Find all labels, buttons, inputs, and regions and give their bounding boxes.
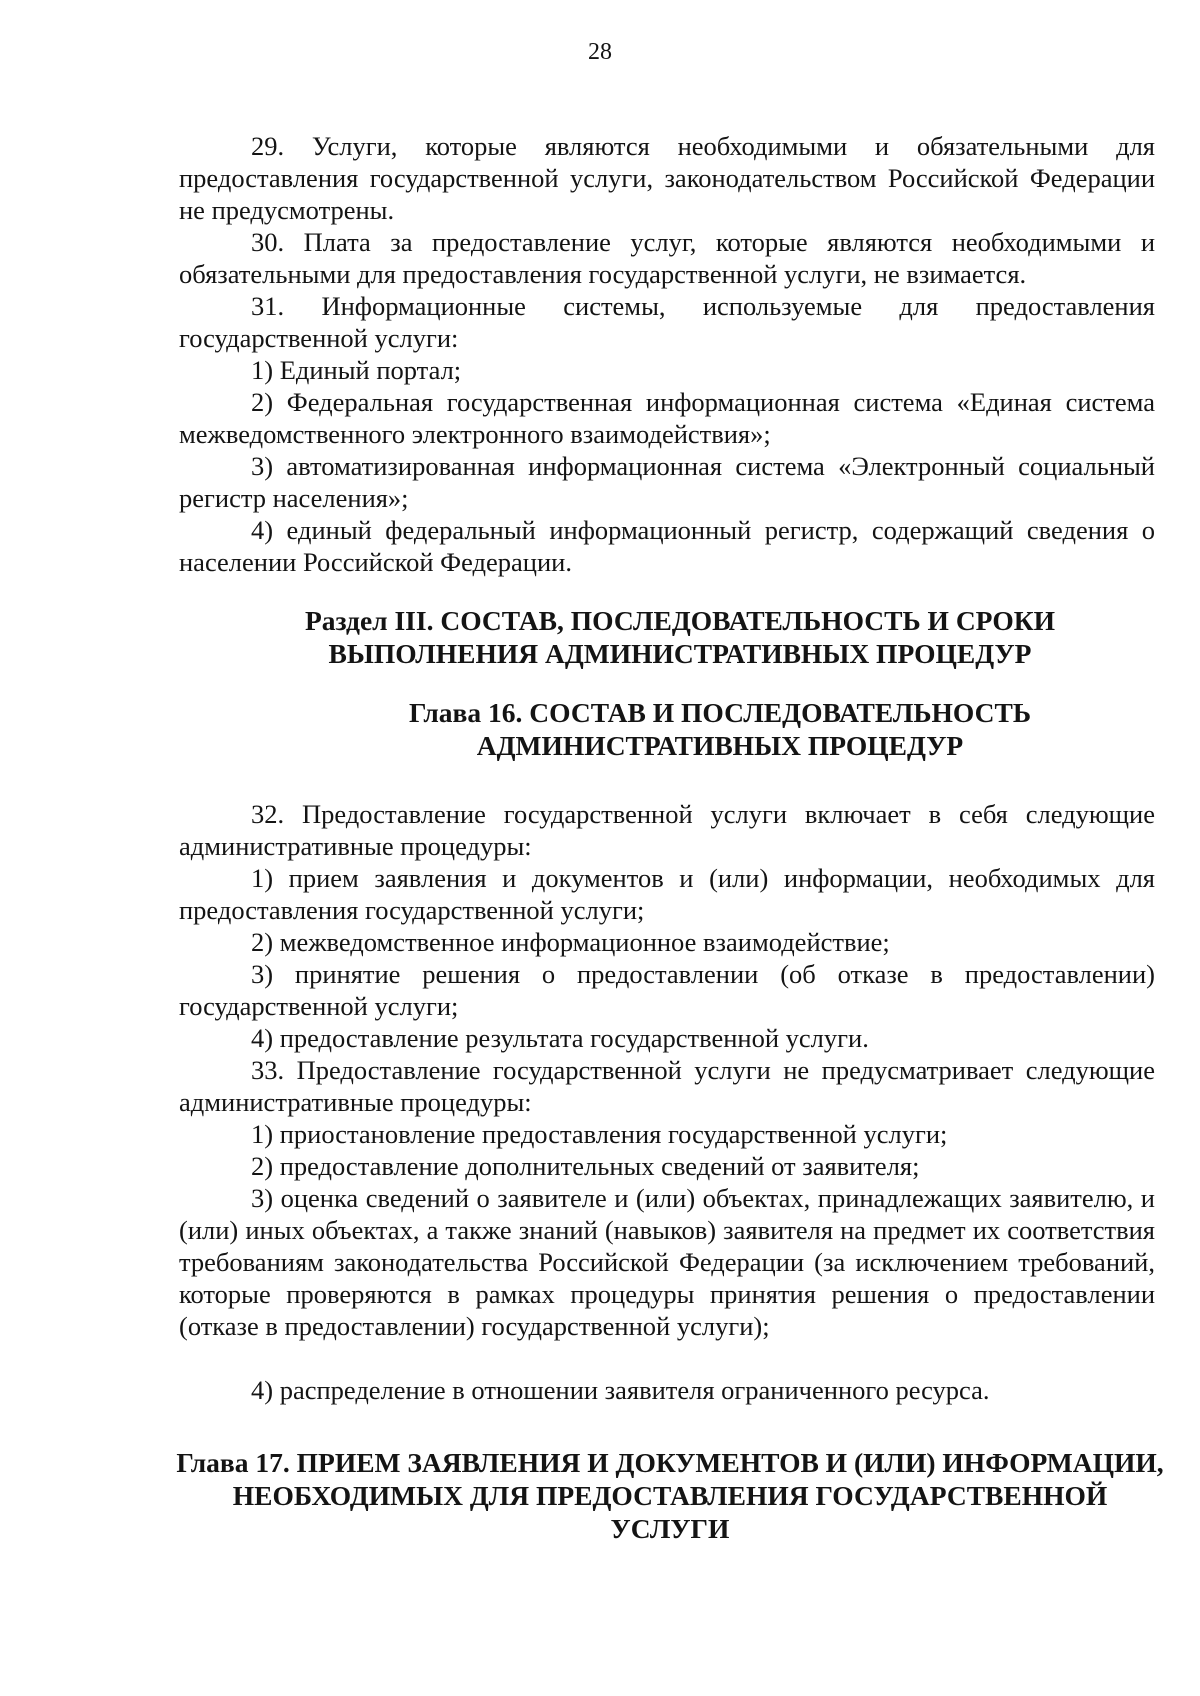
chapter-17-heading-line: Глава 17. ПРИЕМ ЗАЯВЛЕНИЯ И ДОКУМЕНТОВ И (ИЛИ) ИНФОРМАЦИИ, bbox=[176, 1447, 1164, 1478]
chapter-16-heading bbox=[370, 696, 1070, 762]
chapter-16-heading-line: АДМИНИСТРАТИВНЫХ ПРОЦЕДУР bbox=[476, 730, 964, 761]
paragraph-32: 32. Предоставление государственной услуги включает в себя следующие административные процедуры: bbox=[179, 799, 1155, 861]
paragraph-30: 30. Плата за предоставление услуг, которые являются необходимыми и обязательными для предоставления государственной услуги, не взимается. bbox=[179, 227, 1155, 289]
list-item-31-1: 1) Единый портал; bbox=[251, 355, 462, 385]
list-item-31-4: 4) единый федеральный информационный регистр, содержащий сведения о населении Российской Федерации. bbox=[179, 515, 1155, 577]
section-3-heading-line: ВЫПОЛНЕНИЯ АДМИНИСТРАТИВНЫХ ПРОЦЕДУР bbox=[328, 638, 1032, 669]
paragraph-31: 31. Информационные системы, используемые для предоставления государственной услуги: bbox=[179, 291, 1155, 353]
chapter-17-heading bbox=[170, 1446, 1170, 1545]
list-item-32-1: 1) прием заявления и документов и (или) информации, необходимых для предоставления государственной услуги; bbox=[179, 863, 1155, 925]
list-item-33-4: 4) распределение в отношении заявителя ограниченного ресурса. bbox=[251, 1375, 990, 1405]
chapter-16-heading-line: Глава 16. СОСТАВ И ПОСЛЕДОВАТЕЛЬНОСТЬ bbox=[408, 697, 1032, 728]
list-item-33-3: 3) оценка сведений о заявителе и (или) объектах, принадлежащих заявителю, и (или) иных объектах, а также знаний (навыков) заявителя на предмет их соответствия требованиям законодательства Российской Федерации (за исключением требований, которые проверяются в рамках процедуры принятия решения о предоставлении (отказе в предоставлении) государственной услуги); bbox=[179, 1183, 1155, 1341]
list-item-32-2: 2) межведомственное информационное взаимодействие; bbox=[251, 927, 890, 957]
list-item-33-1: 1) приостановление предоставления государственной услуги; bbox=[251, 1119, 948, 1149]
list-item-32-3: 3) принятие решения о предоставлении (об отказе в предоставлении) государственной услуги; bbox=[179, 959, 1155, 1021]
list-item-31-2: 2) Федеральная государственная информационная система «Единая система межведомственного электронного взаимодействия»; bbox=[179, 387, 1155, 449]
paragraph-29: 29. Услуги, которые являются необходимыми и обязательными для предоставления государственной услуги, законодательством Российской Федерации не предусмотрены. bbox=[179, 131, 1155, 225]
section-3-heading-line: Раздел III. СОСТАВ, ПОСЛЕДОВАТЕЛЬНОСТЬ И СРОКИ bbox=[304, 605, 1056, 636]
list-item-31-3: 3) автоматизированная информационная система «Электронный социальный регистр населения»; bbox=[179, 451, 1155, 513]
chapter-17-heading-line: НЕОБХОДИМЫХ ДЛЯ ПРЕДОСТАВЛЕНИЯ ГОСУДАРСТВЕННОЙ bbox=[232, 1480, 1108, 1511]
page-number: 28 bbox=[588, 39, 612, 65]
chapter-17-heading-line: УСЛУГИ bbox=[610, 1513, 730, 1544]
section-3-heading bbox=[300, 604, 1060, 670]
list-item-33-2: 2) предоставление дополнительных сведений от заявителя; bbox=[251, 1151, 920, 1181]
list-item-32-4: 4) предоставление результата государственной услуги. bbox=[251, 1023, 869, 1053]
paragraph-33: 33. Предоставление государственной услуги не предусматривает следующие административные процедуры: bbox=[179, 1055, 1155, 1117]
